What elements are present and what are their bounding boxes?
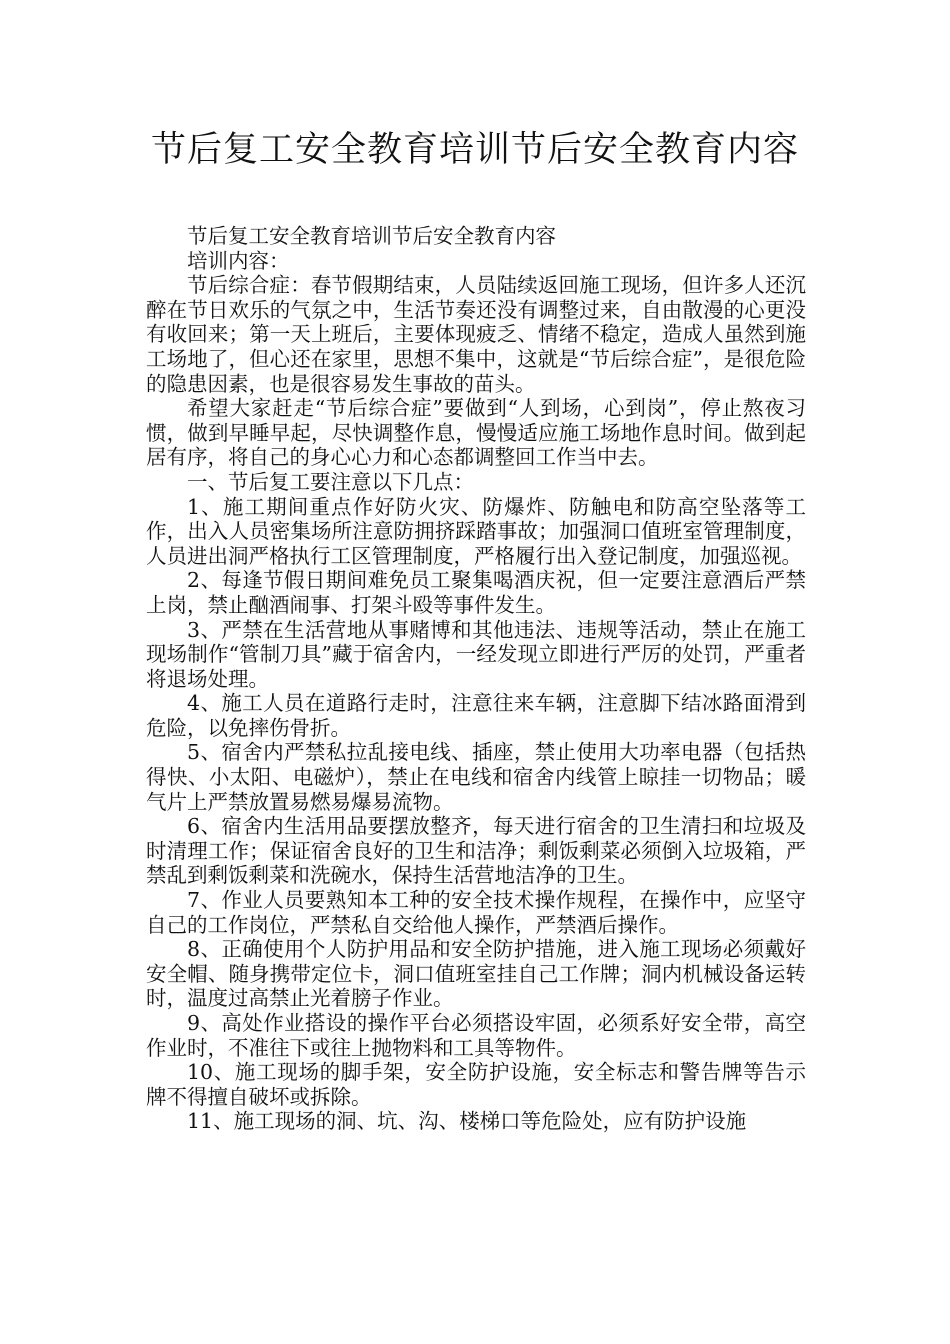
paragraph-post-holiday-syndrome: 节后综合症：春节假期结束，人员陆续返回施工现场，但许多人还沉醉在节日欢乐的气氛之中，生活节奏还没有调整过来，自由散漫的心更没有收回来；第一天上班后，主要体现疲乏、情绪不稳定，造成人虽然到施工场地了，但心还在家里，思想不集中，这就是“节后综合症”，是很危险的隐患因素，也是很容易发生事故的苗头。 <box>146 273 806 396</box>
list-item-2: 2、每逢节假日期间难免员工聚集喝酒庆祝，但一定要注意酒后严禁上岗，禁止酗酒闹事、打架斗殴等事件发生。 <box>146 568 806 617</box>
list-item-10: 10、施工现场的脚手架，安全防护设施，安全标志和警告牌等告示牌不得擅自破坏或拆除。 <box>146 1060 806 1109</box>
list-item-7: 7、作业人员要熟知本工种的安全技术操作规程，在操作中，应坚守自己的工作岗位，严禁私自交给他人操作，严禁酒后操作。 <box>146 888 806 937</box>
list-item-11: 11、施工现场的洞、坑、沟、楼梯口等危险处，应有防护设施 <box>187 1109 747 1134</box>
list-item-6: 6、宿舍内生活用品要摆放整齐，每天进行宿舍的卫生清扫和垃圾及时清理工作；保证宿舍良好的卫生和洁净；剩饭剩菜必须倒入垃圾箱，严禁乱到剩饭剩菜和洗碗水，保持生活营地洁净的卫生。 <box>146 814 806 888</box>
section-heading: 一、节后复工要注意以下几点： <box>187 469 474 494</box>
list-item-5: 5、宿舍内严禁私拉乱接电线、插座，禁止使用大功率电器（包括热得快、小太阳、电磁炉），禁止在电线和宿舍内线管上晾挂一切物品；暖气片上严禁放置易燃易爆易流物。 <box>146 740 806 814</box>
list-item-1: 1、施工期间重点作好防火灾、防爆炸、防触电和防高空坠落等工作，出入人员密集场所注意防拥挤踩踏事故；加强洞口值班室管理制度，人员进出洞严格执行工区管理制度，严格履行出入登记制度，加强巡视。 <box>146 494 806 568</box>
list-item-9: 9、高处作业搭设的操作平台必须搭设牢固，必须系好安全带，高空作业时，不准往下或往上抛物料和工具等物件。 <box>146 1011 806 1060</box>
list-item-4: 4、施工人员在道路行走时，注意往来车辆，注意脚下结冰路面滑到危险，以免摔伤骨折。 <box>146 691 806 740</box>
list-item-3: 3、严禁在生活营地从事赌博和其他违法、违规等活动，禁止在施工现场制作“管制刀具”藏于宿舍内，一经发现立即进行严厉的处罚，严重者将退场处理。 <box>146 617 806 691</box>
subtitle-paragraph: 节后复工安全教育培训节后安全教育内容 <box>187 224 556 248</box>
training-content-label: 培训内容： <box>187 248 290 273</box>
document-title: 节后复工安全教育培训节后安全教育内容 <box>150 130 799 170</box>
paragraph-hope: 希望大家赶走“节后综合症”要做到“人到场，心到岗”，停止熬夜习惯，做到早睡早起，尽快调整作息，慢慢适应施工场地作息时间。做到起居有序，将自己的身心心力和心态都调整回工作当中去。 <box>146 396 806 470</box>
list-item-8: 8、正确使用个人防护用品和安全防护措施，进入施工现场必须戴好安全帽、随身携带定位卡，洞口值班室挂自己工作牌；洞内机械设备运转时，温度过高禁止光着膀子作业。 <box>146 937 806 1011</box>
document-body <box>146 224 806 1134</box>
